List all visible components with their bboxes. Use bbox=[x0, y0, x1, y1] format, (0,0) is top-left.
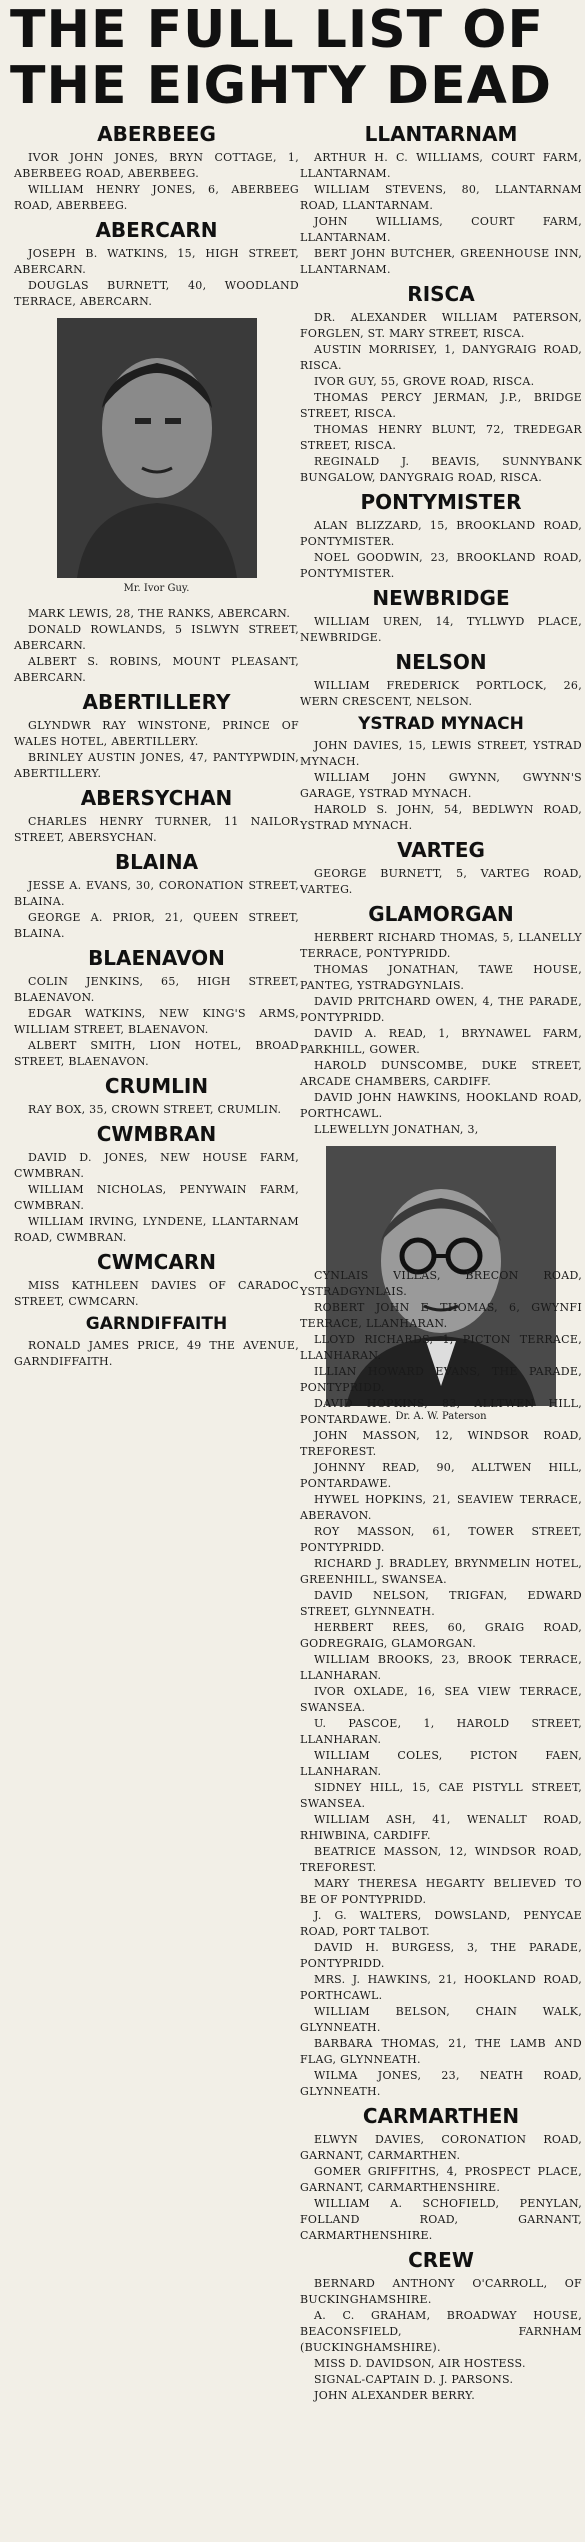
casualty-entry: BARBARA THOMAS, 21, THE LAMB AND FLAG, GLYNNEATH. bbox=[300, 2037, 582, 2066]
bottom-column bbox=[300, 1268, 582, 2404]
casualty-entry: CYNLAIS VILLAS, BRECON ROAD, YSTRADGYNLAIS. bbox=[300, 1269, 582, 1298]
casualty-entry: LLEWELLYN JONATHAN, 3, bbox=[314, 1123, 479, 1136]
casualty-entry: J. G. WALTERS, DOWSLAND, PENYCAE ROAD, PORT TALBOT. bbox=[300, 1909, 582, 1938]
section-heading: LLANTARNAM bbox=[364, 122, 518, 146]
casualty-entry: RICHARD J. BRADLEY, BRYNMELIN HOTEL, GREENHILL, SWANSEA. bbox=[300, 1557, 582, 1586]
section-heading: VARTEG bbox=[397, 838, 485, 862]
torn-edge-text bbox=[0, 110, 8, 1440]
casualty-entry: A. C. GRAHAM, BROADWAY HOUSE, BEACONSFIELD, FARNHAM (BUCKINGHAMSHIRE). bbox=[300, 2309, 582, 2354]
casualty-entry: ALBERT SMITH, LION HOTEL, BROAD STREET, BLAENAVON. bbox=[14, 1039, 299, 1068]
headline-line-1: THE FULL LIST OF bbox=[10, 0, 544, 60]
casualty-entry: DOUGLAS BURNETT, 40, WOODLAND TERRACE, ABERCARN. bbox=[14, 279, 299, 308]
headline bbox=[10, 2, 580, 114]
casualty-entry: DAVID H. BURGESS, 3, THE PARADE, PONTYPRIDD. bbox=[300, 1941, 582, 1970]
section-heading: ABERBEEG bbox=[97, 122, 216, 146]
casualty-entry: WILLIAM A. SCHOFIELD, PENYLAN, FOLLAND ROAD, GARNANT, CARMARTHENSHIRE. bbox=[300, 2197, 582, 2242]
section-heading: RISCA bbox=[407, 282, 475, 306]
casualty-entry: HAROLD S. JOHN, 54, BEDLWYN ROAD, YSTRAD MYNACH. bbox=[300, 803, 582, 832]
casualty-entry: GEORGE A. PRIOR, 21, QUEEN STREET, BLAINA. bbox=[14, 911, 299, 940]
casualty-entry: DAVID PRITCHARD OWEN, 4, THE PARADE, PONTYPRIDD. bbox=[300, 995, 582, 1024]
casualty-entry: WILLIAM STEVENS, 80, LLANTARNAM ROAD, LLANTARNAM. bbox=[300, 183, 582, 212]
casualty-entry: ILLIAN HOWARD EVANS, THE PARADE, PONTYPRIDD. bbox=[300, 1365, 582, 1394]
casualty-entry: WILLIAM IRVING, LYNDENE, LLANTARNAM ROAD, CWMBRAN. bbox=[14, 1215, 299, 1244]
casualty-entry: JOSEPH B. WATKINS, 15, HIGH STREET, ABERCARN. bbox=[14, 247, 299, 276]
casualty-entry: MARY THERESA HEGARTY BELIEVED TO BE OF PONTYPRIDD. bbox=[300, 1877, 582, 1906]
casualty-entry: THOMAS JONATHAN, TAWE HOUSE, PANTEG, YSTRADGYNLAIS. bbox=[300, 963, 582, 992]
casualty-entry: BERNARD ANTHONY O'CARROLL, OF BUCKINGHAMSHIRE. bbox=[300, 2277, 582, 2306]
casualty-entry: BEATRICE MASSON, 12, WINDSOR ROAD, TREFOREST. bbox=[300, 1845, 582, 1874]
casualty-entry: DONALD ROWLANDS, 5 ISLWYN STREET, ABERCARN. bbox=[14, 623, 299, 652]
casualty-entry: DAVID A. READ, 1, BRYNAWEL FARM, PARKHILL, GOWER. bbox=[300, 1027, 582, 1056]
section-heading: GARNDIFFAITH bbox=[85, 1314, 228, 1334]
headline-line-2: THE EIGHTY DEAD bbox=[10, 56, 553, 116]
casualty-entry: IVOR GUY, 55, GROVE ROAD, RISCA. bbox=[314, 375, 535, 388]
casualty-entry: REGINALD J. BEAVIS, SUNNYBANK BUNGALOW, DANYGRAIG ROAD, RISCA. bbox=[300, 455, 582, 484]
casualty-entry: MISS KATHLEEN DAVIES OF CARADOC STREET, CWMCARN. bbox=[14, 1279, 299, 1308]
casualty-entry: BERT JOHN BUTCHER, GREENHOUSE INN, LLANTARNAM. bbox=[300, 247, 582, 276]
casualty-entry: GOMER GRIFFITHS, 4, PROSPECT PLACE, GARNANT, CARMARTHENSHIRE. bbox=[300, 2165, 582, 2194]
casualty-entry: HERBERT REES, 60, GRAIG ROAD, GODREGRAIG, GLAMORGAN. bbox=[300, 1621, 582, 1650]
casualty-entry: WILLIAM BROOKS, 23, BROOK TERRACE, LLANHARAN. bbox=[300, 1653, 582, 1682]
casualty-entry: JOHN DAVIES, 15, LEWIS STREET, YSTRAD MYNACH. bbox=[300, 739, 582, 768]
casualty-entry: DAVID D. JONES, NEW HOUSE FARM, CWMBRAN. bbox=[14, 1151, 299, 1180]
photo-caption: Dr. A. W. Paterson bbox=[395, 1411, 487, 1422]
casualty-entry: MRS. J. HAWKINS, 21, HOOKLAND ROAD, PORTHCAWL. bbox=[300, 1973, 582, 2002]
casualty-entry: WILMA JONES, 23, NEATH ROAD, GLYNNEATH. bbox=[300, 2069, 582, 2098]
right-column bbox=[300, 118, 582, 1434]
section-heading: NEWBRIDGE bbox=[372, 586, 510, 610]
bottom-column-list bbox=[300, 1268, 582, 2404]
portrait-image bbox=[57, 318, 257, 578]
photo-ivor-guy bbox=[57, 318, 257, 578]
left-column-part-1 bbox=[14, 120, 299, 310]
casualty-entry: ALBERT S. ROBINS, MOUNT PLEASANT, ABERCARN. bbox=[14, 655, 299, 684]
casualty-entry: ARTHUR H. C. WILLIAMS, COURT FARM, LLANTARNAM. bbox=[300, 151, 582, 180]
section-heading: ABERSYCHAN bbox=[80, 786, 233, 810]
photo-caption: Mr. Ivor Guy. bbox=[123, 583, 190, 594]
casualty-entry: DAVID JOHN HAWKINS, HOOKLAND ROAD, PORTHCAWL. bbox=[300, 1091, 582, 1120]
casualty-entry: WILLIAM UREN, 14, TYLLWYD PLACE, NEWBRIDGE. bbox=[300, 615, 582, 644]
section-heading: BLAENAVON bbox=[88, 946, 225, 970]
casualty-entry: ROBERT JOHN E THOMAS, 6, GWYNFI TERRACE, LLANHARAN. bbox=[300, 1301, 582, 1330]
casualty-entry: WILLIAM HENRY JONES, 6, ABERBEEG ROAD, ABERBEEG. bbox=[14, 183, 299, 212]
casualty-entry: CHARLES HENRY TURNER, 11 NAILOR STREET, ABERSYCHAN. bbox=[14, 815, 299, 844]
casualty-entry: ALAN BLIZZARD, 15, BROOKLAND ROAD, PONTYMISTER. bbox=[300, 519, 582, 548]
section-heading: CARMARTHEN bbox=[362, 2104, 520, 2128]
casualty-entry: COLIN JENKINS, 65, HIGH STREET, BLAENAVON. bbox=[14, 975, 299, 1004]
casualty-entry: THOMAS HENRY BLUNT, 72, TREDEGAR STREET, RISCA. bbox=[300, 423, 582, 452]
casualty-entry: JOHN WILLIAMS, COURT FARM, LLANTARNAM. bbox=[300, 215, 582, 244]
left-column-part-2 bbox=[14, 606, 299, 1370]
section-heading: CWMBRAN bbox=[96, 1122, 217, 1146]
casualty-entry: AUSTIN MORRISEY, 1, DANYGRAIG ROAD, RISCA. bbox=[300, 343, 582, 372]
casualty-entry: JESSE A. EVANS, 30, CORONATION STREET, BLAINA. bbox=[14, 879, 299, 908]
section-heading: YSTRAD MYNACH bbox=[358, 714, 524, 734]
casualty-entry: DR. ALEXANDER WILLIAM PATERSON, FORGLEN, ST. MARY STREET, RISCA. bbox=[300, 311, 582, 340]
section-heading: CREW bbox=[408, 2248, 474, 2272]
casualty-entry: SIGNAL-CAPTAIN D. J. PARSONS. bbox=[314, 2373, 514, 2386]
section-heading: CRUMLIN bbox=[104, 1074, 209, 1098]
casualty-entry: GLYNDWR RAY WINSTONE, PRINCE OF WALES HOTEL, ABERTILLERY. bbox=[14, 719, 299, 748]
section-heading: BLAINA bbox=[114, 850, 199, 874]
casualty-entry: JOHNNY READ, 90, ALLTWEN HILL, PONTARDAWE. bbox=[300, 1461, 582, 1490]
casualty-entry: HERBERT RICHARD THOMAS, 5, LLANELLY TERRACE, PONTYPRIDD. bbox=[300, 931, 582, 960]
casualty-entry: SIDNEY HILL, 15, CAE PISTYLL STREET, SWANSEA. bbox=[300, 1781, 582, 1810]
casualty-entry: IVOR JOHN JONES, BRYN COTTAGE, 1, ABERBEEG ROAD, ABERBEEG. bbox=[14, 151, 299, 180]
casualty-entry: U. PASCOE, 1, HAROLD STREET, LLANHARAN. bbox=[300, 1717, 582, 1746]
casualty-entry: IVOR OXLADE, 16, SEA VIEW TERRACE, SWANSEA. bbox=[300, 1685, 582, 1714]
casualty-entry: JOHN ALEXANDER BERRY. bbox=[314, 2389, 476, 2402]
casualty-entry: BRINLEY AUSTIN JONES, 47, PANTYPWDIN, ABERTILLERY. bbox=[14, 751, 299, 780]
casualty-entry: ELWYN DAVIES, CORONATION ROAD, GARNANT, CARMARTHEN. bbox=[300, 2133, 582, 2162]
casualty-entry: WILLIAM COLES, PICTON FAEN, LLANHARAN. bbox=[300, 1749, 582, 1778]
casualty-entry: LLOYD RICHARDS, 1, PICTON TERRACE, LLANHARAN. bbox=[300, 1333, 582, 1362]
casualty-entry: HYWEL HOPKINS, 21, SEAVIEW TERRACE, ABERAVON. bbox=[300, 1493, 582, 1522]
casualty-entry: NOEL GOODWIN, 23, BROOKLAND ROAD, PONTYMISTER. bbox=[300, 551, 582, 580]
section-heading: CWMCARN bbox=[97, 1250, 216, 1274]
casualty-entry: WILLIAM FREDERICK PORTLOCK, 26, WERN CRESCENT, NELSON. bbox=[300, 679, 582, 708]
left-column bbox=[14, 118, 299, 1370]
casualty-entry: RAY BOX, 35, CROWN STREET, CRUMLIN. bbox=[28, 1103, 282, 1116]
section-heading: PONTYMISTER bbox=[360, 490, 522, 514]
casualty-entry: HAROLD DUNSCOMBE, DUKE STREET, ARCADE CHAMBERS, CARDIFF. bbox=[300, 1059, 582, 1088]
casualty-entry: GEORGE BURNETT, 5, VARTEG ROAD, VARTEG. bbox=[300, 867, 582, 896]
section-heading: ABERTILLERY bbox=[82, 690, 231, 714]
casualty-entry: WILLIAM JOHN GWYNN, GWYNN'S GARAGE, YSTRAD MYNACH. bbox=[300, 771, 582, 800]
section-heading: GLAMORGAN bbox=[368, 902, 514, 926]
section-heading: ABERCARN bbox=[95, 218, 218, 242]
casualty-entry: MISS D. DAVIDSON, AIR HOSTESS. bbox=[314, 2357, 526, 2370]
casualty-entry: WILLIAM NICHOLAS, PENYWAIN FARM, CWMBRAN. bbox=[14, 1183, 299, 1212]
casualty-entry: ROY MASSON, 61, TOWER STREET, PONTYPRIDD. bbox=[300, 1525, 582, 1554]
casualty-entry: DAVID NELSON, TRIGFAN, EDWARD STREET, GLYNNEATH. bbox=[300, 1589, 582, 1618]
section-heading: NELSON bbox=[395, 650, 487, 674]
casualty-entry: THOMAS PERCY JERMAN, J.P., BRIDGE STREET, RISCA. bbox=[300, 391, 582, 420]
casualty-entry: EDGAR WATKINS, NEW KING'S ARMS, WILLIAM STREET, BLAENAVON. bbox=[14, 1007, 299, 1036]
casualty-entry: DAVID HOPKINS, 83, ALLTWEN HILL, PONTARDAWE. bbox=[300, 1397, 582, 1426]
casualty-entry: JOHN MASSON, 12, WINDSOR ROAD, TREFOREST. bbox=[300, 1429, 582, 1458]
right-column-part-1 bbox=[300, 120, 582, 1138]
casualty-entry: WILLIAM ASH, 41, WENALLT ROAD, RHIWBINA, CARDIFF. bbox=[300, 1813, 582, 1842]
casualty-entry: WILLIAM BELSON, CHAIN WALK, GLYNNEATH. bbox=[300, 2005, 582, 2034]
casualty-entry: RONALD JAMES PRICE, 49 THE AVENUE, GARNDIFFAITH. bbox=[14, 1339, 299, 1368]
casualty-entry: MARK LEWIS, 28, THE RANKS, ABERCARN. bbox=[28, 607, 291, 620]
